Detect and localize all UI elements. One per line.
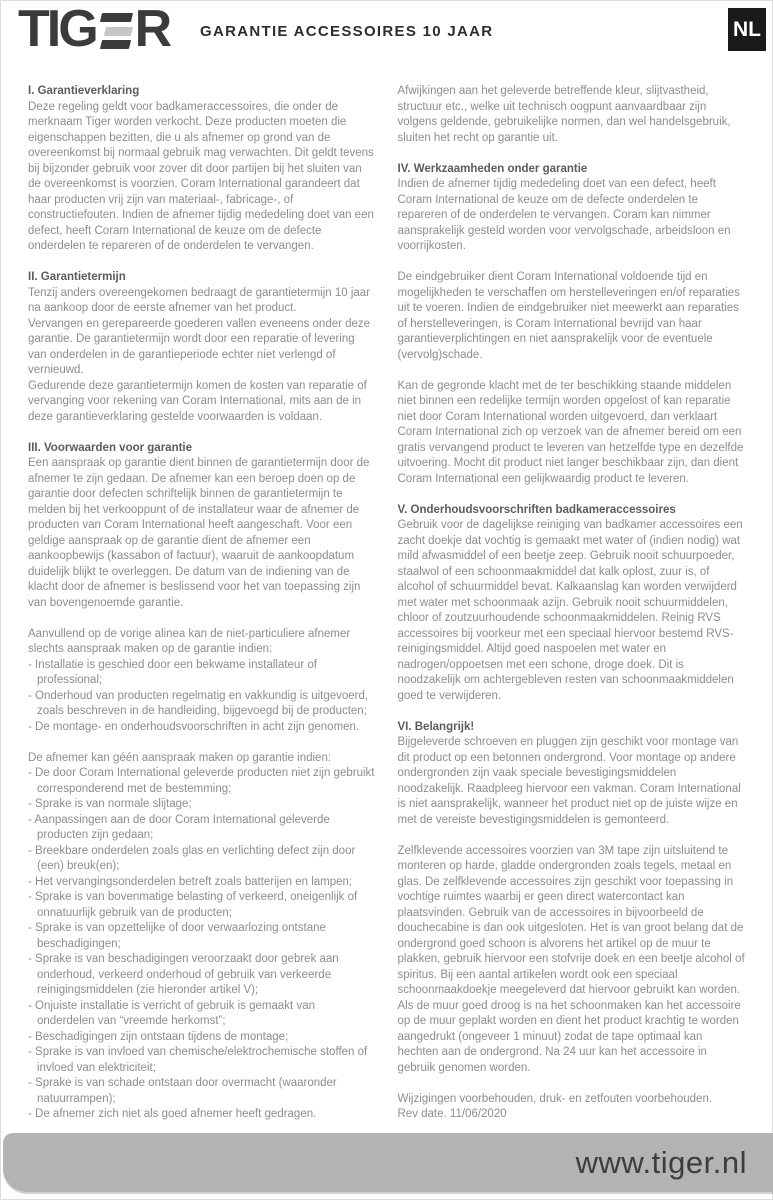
footer-bar [3, 1133, 773, 1192]
section-heading: III. Voorwaarden voor garantie [28, 441, 193, 454]
paragraph: Gebruik voor de dagelijkse reiniging van badkamer accessoires een zacht doekje dat vochtig is gemaakt met water of (indien nodig) wat mild afwasmiddel of een beetje zeep. Gebruik nooit schuurpoeder, staalwol of een schoonmaakmiddel dat kalk oplost, zuur is, of alcohol of schuurmiddel bevat. Kalkaanslag kan worden verwijderd met water met schoonmaak azijn. Gebruik nooit schuurmiddelen, chloor of zoutzuurhoudende schoonmaakmiddelen. Reinig RVS accessoires bij voorkeur met een speciaal hiervoor bestemd RVS-reinigingsmiddel. Altijd goed naspoelen met water en nadrogen/oppoetsen met een schone, droge doek. Dit is noodzakelijk om achtergebleven resten van schoonmaakmiddelen goed te verwijderen. [397, 519, 743, 702]
bullet-item: - Het vervangingsonderdelen betreft zoals batterijen en lampen; [28, 875, 376, 891]
paragraph: Zelfklevende accessoires voorzien van 3M tape zijn uitsluitend te monteren op harde, gladde ondergronden zoals tegels, metaal en glas. De zelfklevende accessoires zijn geschikt voor toepassing in vochtige ruimtes waarbij er geen direct watercontact kan plaatsvinden. Gebruik van de accessoires in bijvoorbeeld de douchecabine is dan ook uitgesloten. Het is van groot belang dat de ondergrond goed schoon is alvorens het artikel op de muur te plakken, gebruik hiervoor een stofvrije doek en een beetje alcohol of spiritus. Bij een aantal artikelen wordt ook een speciaal schoonmaakdoekje meegeleverd dat hiervoor gebruikt kan worden. Als de muur goed droog is na het schoonmaken kan het accessoire op de muur geplakt worden en dient het product krachtig te worden aangedrukt (ongeveer 1 minuut) zodat de tape optimaal kan hechten aan de ondergrond. Na 24 uur kan het accessoire in gebruik genomen worden. [397, 844, 745, 1074]
logo-bar-middle [104, 27, 133, 36]
column-left [28, 84, 376, 1154]
tiger-logo [18, 0, 170, 58]
bullet-item: - Sprake is van invloed van chemische/elektrochemische stoffen of invloed van elektriciteit; [28, 1045, 376, 1076]
logo-bar-bottom [100, 40, 131, 49]
bullet-item: - Onjuiste installatie is verricht of gebruik is gemaakt van onderdelen van “vreemde herkomst”; [28, 999, 376, 1030]
paragraph: Afwijkingen aan het geleverde betreffende kleur, slijtvastheid, structuur etc., welke uit technisch oogpunt aanvaardbaar zijn volgens geldende, gebruikelijke normen, dan wel handelsgebruik, sluiten het recht op garantie uit. [397, 85, 731, 144]
paragraph: Indien de afnemer tijdig mededeling doet van een defect, heeft Coram International de keuze om de defecte onderdelen te repareren of de onderdelen te vervangen. Coram kan nimmer aansprakelijk gesteld worden voor vervolgschade, arbeidsloon en voorrijkosten. [397, 178, 731, 252]
paragraph: Bijgeleverde schroeven en pluggen zijn geschikt voor montage van dit product op een betonnen ondergrond. Voor montage op andere ondergronden zijn vaak speciale bevestigingsmiddelen noodzakelijk. Raadpleeg hiervoor een vakman. Coram International is niet aansprakelijk, wanneer het product niet op de juiste wijze en met de vereiste bevestigingsmiddelen is gemonteerd. [397, 736, 741, 826]
bullet-list [28, 658, 376, 736]
bullet-item: - De afnemer zich niet als goed afnemer heeft gedragen. [28, 1107, 376, 1123]
section-heading: II. Garantietermijn [28, 271, 126, 283]
page-title: GARANTIE ACCESSOIRES 10 JAAR [200, 23, 494, 40]
bullet-item: - Aanpassingen aan de door Coram International geleverde producten zijn gedaan; [28, 813, 376, 844]
paragraph: De eindgebruiker dient Coram International voldoende tijd en mogelijkheden te verschaffen om herstelleveringen en/of reparaties uit te voeren. Indien de eindgebruiker niet meewerkt aan reparaties of herstelleveringen, is Coram International bevrijd van haar garantieverplichtingen en niet aansprakelijk voor de eventuele (vervolg)schade. [397, 271, 740, 361]
language-badge: NL [728, 8, 766, 51]
section-heading: IV. Werkzaamheden onder garantie [397, 162, 588, 175]
paragraph: Kan de gegronde klacht met de ter beschikking staande middelen niet binnen een redelijke termijn worden opgelost of kan reparatie niet door Coram International worden uitgevoerd, dan verklaart Coram International zich op verzoek van de afnemer bereid om een gratis vervangend product te leveren van hetzelfde type en dezelfde uitvoering. Mocht dit product niet langer beschikbaar zijn, dan dient Coram International een gelijkwaardig product te leveren. [397, 379, 744, 485]
bullet-item: - Onderhoud van producten regelmatig en vakkundig is uitgevoerd, zoals beschreven in de handleiding, bijgevoegd bij de producten; [28, 689, 376, 720]
paragraph: Deze regeling geldt voor badkameraccessoires, die onder de merknaam Tiger worden verkocht. Deze producten moeten die eigenschappen bezitten, die u als afnemer op grond van de overeenkomst bij normaal gebruik mag verwachten. Dit geldt tevens bij bijzonder gebruik voor zover dit door partijen bij het sluiten van de overeenkomst is voorzien. Coram International garandeert dat haar producten vrij zijn van materiaal-, fabricage-, of constructiefouten. Indien de afnemer tijdig mededeling doet van een defect, heeft Coram International de keuze om de defecte onderdelen te repareren of de onderdelen te vervangen. [28, 100, 374, 252]
paragraph: Aanvullend op de vorige alinea kan de niet-particuliere afnemer slechts aanspraak maken op de garantie indien: [28, 627, 351, 655]
section-heading: I. Garantieverklaring [28, 85, 140, 97]
bullet-item: - Installatie is geschied door een bekwame installateur of professional; [28, 658, 376, 689]
document-body [28, 84, 745, 1154]
paragraph: Wijzigingen voorbehouden, druk- en zetfouten voorbehouden. Rev date. 11/06/2020 [397, 1092, 713, 1120]
bullet-item: - De door Coram International geleverde producten niet zijn gebruikt corresponderend met de bestemming; [28, 766, 376, 797]
logo-bar-top [100, 13, 133, 22]
column-right [398, 84, 746, 1154]
paragraph: De afnemer kan géén aanspraak maken op garantie indien: [28, 751, 332, 764]
bullet-item: - De montage- en onderhoudsvoorschriften in acht zijn genomen. [28, 720, 376, 736]
bullet-item: - Beschadigingen zijn ontstaan tijdens de montage; [28, 1030, 376, 1046]
website-url: www.tiger.nl [575, 1144, 747, 1180]
tiger-logo-text-left: TIG [18, 0, 96, 58]
bullet-item: - Breekbare onderdelen zoals glas en verlichting defect zijn door (een) breuk(en); [28, 844, 376, 875]
section-heading: VI. Belangrijk! [397, 720, 475, 733]
tiger-logo-text-right: R [134, 0, 170, 58]
bullet-item: - Sprake is van schade ontstaan door overmacht (waaronder natuurrampen); [28, 1076, 376, 1107]
section-heading: V. Onderhoudsvoorschriften badkameraccessoires [397, 503, 676, 516]
bullet-item: - Sprake is van opzettelijke of door verwaarlozing ontstane beschadigingen; [28, 921, 376, 952]
bullet-list [28, 766, 376, 1123]
paragraph: Tenzij anders overeengekomen bedraagt de garantietermijn 10 jaar na aankoop door de eerste afnemer van het product. Vervangen en gerepareerde goederen vallen eveneens onder deze garantie. De garantietermijn wordt door een reparatie of levering van onderdelen in de garantieperiode echter niet verlengd of vernieuwd. Gedurende deze garantietermijn komen de kosten van reparatie of vervanging voor rekening van Coram International, mits aan de in deze garantieverklaring gestelde voorwaarden is voldaan. [28, 286, 371, 423]
bullet-item: - Sprake is van beschadigingen veroorzaakt door gebrek aan onderhoud, verkeerd onderhoud of gebruik van verkeerde reinigingsmiddelen (zie hieronder artikel V); [28, 952, 376, 999]
bullet-item: - Sprake is van normale slijtage; [28, 797, 376, 813]
bullet-item: - Sprake is van bovenmatige belasting of verkeerd, oneigenlijk of onnatuurlijk gebruik van de producten; [28, 890, 376, 921]
paragraph: Een aanspraak op garantie dient binnen de garantietermijn door de afnemer te zijn gedaan. De afnemer kan een beroep doen op de garantie door defecten schriftelijk binnen de garantietermijn te melden bij het verkooppunt of de installateur waar de afnemer de producten van Coram International heeft aangeschaft. Voor een geldige aanspraak op de garantie dient de afnemer een aankoopbewijs (kassabon of factuur), waaruit de aankoopdatum duidelijk blijkt te overleggen. De datum van de indiening van de klacht door de afnemer is beslissend voor het van toepassing zijn van bovengenoemde garantie. [28, 457, 370, 609]
tiger-logo-e-bars-icon [101, 13, 132, 49]
